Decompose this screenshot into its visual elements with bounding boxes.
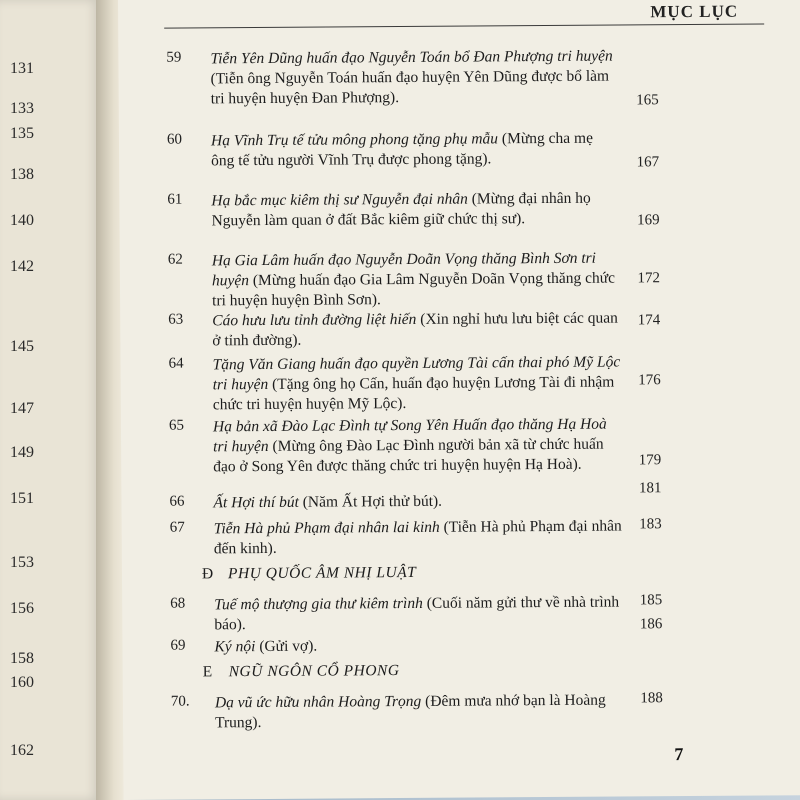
entry-title: Tặng Văn Giang huấn đạo quyền Lương Tài cấn thai phó Mỹ Lộc tri huyện xyxy=(212,353,621,394)
left-page-number: 135 xyxy=(10,125,34,142)
entry-title: Hạ bản xã Đào Lạc Đình tự Song Yên Huấn đạo thăng Hạ Hoà tri huyện xyxy=(212,415,607,456)
entry-title: Hạ Vĩnh Trụ tế tửu mông phong tặng phụ mẫu xyxy=(210,130,499,150)
page-header-title: MỤC LỤC xyxy=(650,1,739,22)
entry-number: 67 xyxy=(169,519,185,536)
entry-page-number: 185 xyxy=(639,592,663,609)
toc-entry xyxy=(167,248,688,310)
entry-description: (Mừng ông Đào Lạc Đình người bản xã từ chức huấn đạo ở Song Yên được thăng chức tri huyện huyện Hạ Hoà). xyxy=(213,435,604,476)
left-page-number: 158 xyxy=(10,650,34,667)
section-title: PHỤ QUỐC ÂM NHỊ LUẬT xyxy=(227,563,417,583)
entry-number: 70. xyxy=(170,693,190,710)
entry-title: Ký nội xyxy=(214,638,256,656)
left-page-number: 156 xyxy=(10,600,34,617)
entry-description: (Tặng ông họ Cấn, huấn đạo huyện Lương Tài đi nhậm chức tri huyện huyện Mỹ Lộc). xyxy=(212,373,615,414)
entry-page-number: 188 xyxy=(640,690,663,707)
entry-number: 66 xyxy=(169,493,185,510)
toc-entry xyxy=(169,480,689,512)
toc-entry xyxy=(168,352,688,414)
entry-title: Cáo hưu lưu tỉnh đường liệt hiến xyxy=(212,310,417,330)
entry-number: 61 xyxy=(167,191,183,208)
section-letter: Đ xyxy=(201,565,214,583)
section-letter: E xyxy=(202,663,213,681)
entry-description: (Cuối năm gửi thư về nhà trình báo). xyxy=(214,593,620,634)
entry-page-number: 165 xyxy=(636,92,659,109)
entry-text xyxy=(214,634,622,657)
entry-page-number: 174 xyxy=(637,312,661,329)
entry-page-number: 179 xyxy=(638,452,662,469)
entry-description: (Mừng huấn đạo Gia Lâm Nguyễn Doãn Vọng thăng chức tri huyện huyện Bình Sơn). xyxy=(212,269,616,310)
entry-page-number: 183 xyxy=(639,516,662,533)
entry-text xyxy=(214,516,622,559)
entry-text xyxy=(212,353,620,416)
section-title: NGŨ NGÔN CỔ PHONG xyxy=(228,662,400,681)
left-page xyxy=(0,0,100,800)
entry-description: (Xin nghỉ hưu lưu biệt các quan ở tỉnh đường). xyxy=(212,309,618,350)
entry-text xyxy=(211,189,619,232)
page-folio-number: 7 xyxy=(674,744,684,765)
entry-description: (Tiễn Hà phủ Phạm đại nhân đến kinh). xyxy=(213,517,622,558)
toc-entry xyxy=(166,46,686,109)
left-page-number: 142 xyxy=(10,258,34,275)
left-page-number: 149 xyxy=(10,444,34,461)
entry-description: (Năm Ất Hợi thử bút). xyxy=(298,492,443,511)
entry-number: 65 xyxy=(168,417,185,434)
entry-description: (Tiễn ông Nguyễn Toán huấn đạo huyện Yên Dũng được bổ làm tri huyện huyện Đan Phượng). xyxy=(210,67,610,108)
entry-text xyxy=(213,490,621,513)
toc-entry xyxy=(166,128,687,171)
entry-number: 68 xyxy=(170,595,186,612)
left-page-number: 133 xyxy=(10,100,34,117)
left-page-number: 153 xyxy=(10,554,34,571)
entry-number: 60 xyxy=(166,131,183,148)
entry-description: (Đêm mưa nhớ bạn là Hoàng Trung). xyxy=(214,691,606,732)
entry-number: 62 xyxy=(167,251,183,268)
entry-page-number: 176 xyxy=(638,372,661,389)
toc-entry xyxy=(170,690,691,732)
entry-page-number: 172 xyxy=(637,270,661,287)
entry-title: Hạ bắc mục kiêm thị sư Nguyễn đại nhân xyxy=(211,190,468,210)
entry-description: (Mừng cha mẹ ông tế tửu người Vĩnh Trụ được phong tặng). xyxy=(211,129,593,170)
left-page-number: 140 xyxy=(10,212,34,229)
left-page-number: 131 xyxy=(10,60,34,77)
entry-title: Tiễn Hà phủ Phạm đại nhân lai kinh xyxy=(213,518,440,538)
entry-number: 63 xyxy=(168,311,184,328)
entry-title: Ất Hợi thí bút xyxy=(213,493,299,512)
left-page-number: 138 xyxy=(10,166,34,183)
toc-entry xyxy=(167,188,687,230)
entry-text xyxy=(212,309,620,352)
entry-number: 69 xyxy=(170,637,186,654)
entry-text xyxy=(210,47,618,110)
entry-text xyxy=(213,414,621,477)
entry-title: Tuế mộ thượng gia thư kiêm trình xyxy=(214,594,423,614)
entry-title: Dạ vũ ức hữu nhân Hoàng Trọng xyxy=(214,692,422,712)
left-page-number: 147 xyxy=(10,400,34,417)
right-page xyxy=(118,0,800,800)
entry-description: (Mừng đại nhân họ Nguyễn làm quan ở đất Bắc kiêm giữ chức thị sư). xyxy=(211,189,591,230)
entry-text xyxy=(211,129,619,172)
left-page-number: 145 xyxy=(10,338,34,355)
entry-page-number: 181 xyxy=(638,480,662,497)
entry-text xyxy=(214,592,622,635)
left-page-number: 162 xyxy=(10,742,34,759)
entry-number: 64 xyxy=(168,355,184,372)
header-rule xyxy=(164,23,764,28)
entry-page-number: 167 xyxy=(636,154,660,171)
entry-title: Hạ Gia Lâm huấn đạo Nguyễn Doãn Vọng thăng Bình Sơn tri huyện xyxy=(211,249,597,290)
toc-entry xyxy=(169,516,690,558)
entry-page-number: 169 xyxy=(636,212,660,229)
entry-title: Tiễn Yên Dũng huấn đạo Nguyễn Toán bổ Đan Phượng tri huyện xyxy=(210,47,613,68)
section-heading xyxy=(202,660,703,681)
entry-text xyxy=(212,249,620,312)
entry-number: 59 xyxy=(166,49,182,66)
left-page-number: 160 xyxy=(10,674,34,691)
entry-text xyxy=(215,690,623,733)
section-heading xyxy=(201,562,702,583)
entry-description: (Gửi vợ). xyxy=(255,637,318,656)
left-page-number: 151 xyxy=(10,490,34,507)
entry-page-number: 186 xyxy=(639,616,663,633)
